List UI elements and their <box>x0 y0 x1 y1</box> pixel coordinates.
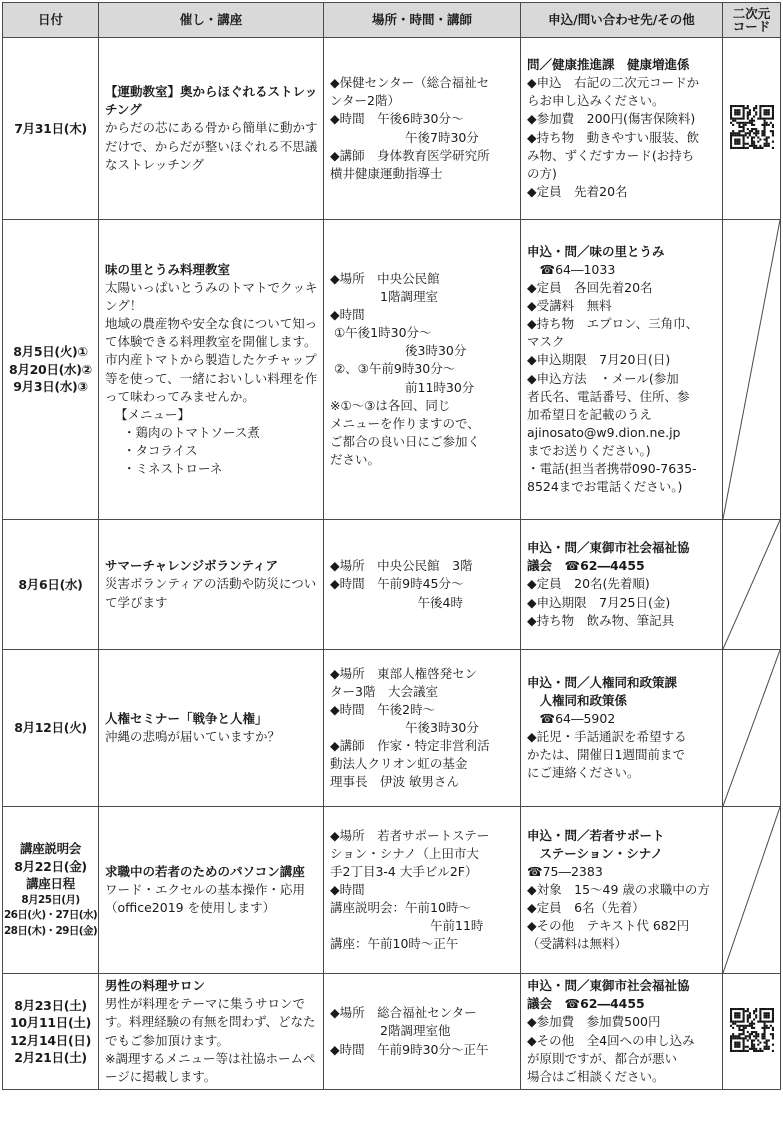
place-line: 動法人クリオン虹の基金 <box>330 756 468 772</box>
contact-line: ◆その他 全4回への申し込み <box>527 1032 695 1048</box>
contact-cell <box>521 38 723 220</box>
event-description: 沖縄の悲鳴が届いていますか？ <box>105 729 281 744</box>
date-line: 8月5日(火)① <box>13 344 88 360</box>
event-title: 男性の料理サロン <box>105 978 206 994</box>
event-cell <box>99 220 324 520</box>
contact-heading: 申込・問／人権同和政策課 <box>527 674 678 690</box>
event-description: 男性が料理をテーマに集うサロンです。料理経験の有無を問わず、どなたでもご参加頂けます。 <box>105 996 316 1048</box>
event-description: 災害ボランティアの活動や防災について学びます <box>105 576 317 610</box>
place-line: 理事長 伊波 敏男さん <box>330 774 459 790</box>
contact-line: ◆定員 20名(先着順) <box>527 576 650 592</box>
qr-cell <box>723 220 781 520</box>
contact-line: かたは、開催日1週間前まで <box>527 747 685 763</box>
date-line: 8月20日(水)② <box>9 361 92 377</box>
place-cell <box>324 520 521 650</box>
place-line: ②、③午前9時30分～ <box>330 361 456 377</box>
date-line: 8月23日(土) <box>14 997 87 1013</box>
contact-line: 議会 ☎62―4455 <box>527 558 645 574</box>
date-cell <box>3 807 99 974</box>
contact-cell <box>521 520 723 650</box>
contact-line: ☎64―1033 <box>527 261 616 277</box>
event-description: ・鶏肉のトマトソース煮 <box>123 424 260 440</box>
contact-line: 人権同和政策係 <box>527 692 628 708</box>
place-line: ション・シナノ（上田市大 <box>330 845 479 861</box>
place-line: 午後3時30分 <box>330 719 479 735</box>
date-line: 8月25日(月) <box>21 893 80 906</box>
contact-line: ◆定員 先着20名 <box>527 183 628 199</box>
place-line: ◆場所 総合福祉センター <box>330 1005 477 1021</box>
date-line: 8月22日(金) <box>14 858 87 874</box>
contact-line: らお申し込みください。 <box>527 93 665 109</box>
header-qr <box>723 3 781 38</box>
header-place: 場所・時間・講師 <box>324 3 521 38</box>
place-line: ◆時間 午前9時45分～ <box>330 576 464 592</box>
event-cell <box>99 650 324 807</box>
qr-code-image <box>730 105 774 149</box>
place-line: 2階調理室他 <box>330 1023 451 1039</box>
place-cell <box>324 220 521 520</box>
qr-cell <box>723 807 781 974</box>
contact-line: ◆持ち物 動きやすい服装、飲 <box>527 129 700 145</box>
place-cell <box>324 38 521 220</box>
contact-line: ☎64―5902 <box>527 710 616 726</box>
place-line: ンター2階） <box>330 93 400 109</box>
contact-heading: 申込・問／東御市社会福祉協 <box>527 540 690 556</box>
table-row <box>3 38 781 220</box>
header-qr-line1: 二次元 <box>732 5 771 21</box>
qr-cell <box>723 38 781 220</box>
event-cell <box>99 520 324 650</box>
date-cell <box>3 974 99 1090</box>
place-line: 前11時30分 <box>330 379 475 395</box>
place-line: ①午後1時30分～ <box>330 325 432 341</box>
date-line: 7月31日(木) <box>14 120 87 136</box>
contact-heading: 問／健康推進課 健康増進係 <box>527 57 690 72</box>
place-line: ◆時間 <box>330 881 365 897</box>
place-line: メニューを作りますので、 <box>330 415 480 431</box>
table-header-row <box>3 3 781 38</box>
contact-line: ◆申込方法 ・メール(参加 <box>527 370 679 386</box>
contact-line: ・電話(担当者携帯090-7635- <box>527 461 697 477</box>
date-line: 9月3日(水)③ <box>13 379 88 395</box>
contact-line: 議会 ☎62―4455 <box>527 996 645 1012</box>
place-line: ◆場所 東部人権啓発セン <box>330 665 478 681</box>
table-row <box>3 807 781 974</box>
contact-line: マスク <box>527 334 565 350</box>
date-cell <box>3 220 99 520</box>
contact-line: ◆その他 テキスト代 682円 <box>527 918 690 934</box>
contact-line: ◆対象 15～49 歳の求職中の方 <box>527 881 710 897</box>
events-table <box>2 2 781 1090</box>
place-line: ◆講師 身体教育医学研究所 <box>330 147 490 163</box>
date-line: 8月6日(水) <box>18 576 83 592</box>
contact-line: 8524までお電話ください。) <box>527 479 683 495</box>
event-title: 味の里とうみ料理教室 <box>105 261 231 277</box>
event-cell <box>99 38 324 220</box>
header-contact: 申込/問い合わせ先/その他 <box>521 3 723 38</box>
contact-line: ◆定員 6名（先着） <box>527 900 645 916</box>
table-row <box>3 650 781 807</box>
contact-line: 者氏名、電話番号、住所、参 <box>527 388 690 404</box>
place-line: ◆時間 午後2時～ <box>330 701 436 717</box>
date-line: 講座日程 <box>26 876 75 892</box>
contact-line: 場合はご相談ください。 <box>527 1068 665 1084</box>
place-line: ◆保健センター（総合福祉セ <box>330 75 490 91</box>
empty-cell-diagonal <box>723 650 780 806</box>
contact-line: ◆持ち物 エプロン、三角巾、 <box>527 316 699 332</box>
contact-line: ◆参加費 参加費500円 <box>527 1014 661 1030</box>
contact-line: ◆持ち物 飲み物、筆記具 <box>527 612 675 628</box>
event-title: 人権セミナー「戦争と人権」 <box>105 710 268 726</box>
place-line: ◆時間 午後6時30分～ <box>330 111 464 127</box>
contact-heading: 申込・問／若者サポート <box>527 827 665 843</box>
event-title: 【運動教室】奥からほぐれるストレッチング <box>105 84 318 118</box>
qr-cell <box>723 520 781 650</box>
event-cell <box>99 807 324 974</box>
qr-cell <box>723 650 781 807</box>
contact-line: までお送りください。) <box>527 443 651 458</box>
place-line: ◆時間 <box>330 307 365 323</box>
empty-cell-diagonal <box>723 807 780 973</box>
contact-line: み物、ずくだすカード(お持ち <box>527 147 695 163</box>
place-line: 1階調理室 <box>330 288 438 304</box>
date-line: 12月14日(日) <box>9 1032 92 1048</box>
contact-line: ステーション・シナノ <box>527 845 663 861</box>
event-description: 【メニュー】 <box>115 406 191 422</box>
place-cell <box>324 807 521 974</box>
contact-cell <box>521 807 723 974</box>
place-cell <box>324 974 521 1090</box>
place-line: 午後7時30分 <box>330 129 479 145</box>
event-description: ※調理するメニュー等は社協ホームページに掲載します。 <box>105 1050 316 1084</box>
event-title: 求職中の若者のためのパソコン講座 <box>105 863 305 879</box>
contact-line: 加希望日を記載のうえ <box>527 406 653 422</box>
table-row <box>3 974 781 1090</box>
place-line: 手2丁目3-4 大手ビル2F） <box>330 863 478 879</box>
place-line: 講座説明会：午前10時～ <box>330 900 471 916</box>
event-title: サマーチャレンジボランティア <box>105 558 279 574</box>
contact-line: ☎75―2383 <box>527 863 603 879</box>
place-line: ◆場所 若者サポートステー <box>330 827 490 843</box>
event-description: ワード・エクセルの基本操作・応用（office2019 を使用します） <box>105 881 306 916</box>
qr-code-image <box>730 1008 774 1052</box>
place-line: ◆講師 作家・特定非営利活 <box>330 738 490 754</box>
date-line: 2月21日(土) <box>14 1050 87 1065</box>
contact-line: にご連絡ください。 <box>527 765 640 781</box>
contact-line: ◆申込期限 7月20日(日) <box>527 352 671 368</box>
place-line: 横井健康運動指導士 <box>330 165 443 181</box>
empty-cell-diagonal <box>723 220 780 519</box>
place-line: 後3時30分 <box>330 343 467 359</box>
date-line: 28日(木)・29日(金) <box>3 925 98 938</box>
event-cell <box>99 974 324 1090</box>
header-qr-line2: コード <box>732 19 771 34</box>
place-line: ター3階 大会議室 <box>330 683 438 699</box>
table-row <box>3 220 781 520</box>
place-line: 午後4時 <box>330 594 463 610</box>
place-line: ◆場所 中央公民館 <box>330 270 440 286</box>
qr-cell <box>723 974 781 1090</box>
contact-line: ◆参加費 200円(傷害保険料) <box>527 111 696 127</box>
contact-heading: 申込・問／味の里とうみ <box>527 243 665 259</box>
date-line: 8月12日(火) <box>14 720 87 736</box>
contact-line: ◆受講料 無料 <box>527 298 612 313</box>
date-line: 10月11日(土) <box>9 1015 92 1030</box>
event-description: ・タコライス <box>123 443 198 458</box>
place-line: ◆場所 中央公民館 3階 <box>330 558 473 574</box>
event-description: 太陽いっぱいとうみのトマトでクッキング！ <box>105 279 318 313</box>
contact-line: ◆申込 右記の二次元コードか <box>527 75 700 91</box>
date-cell <box>3 520 99 650</box>
place-line: ※①～③は各回、同じ <box>330 397 451 413</box>
place-line: ご都合の良い日にご参加く <box>330 433 481 449</box>
header-event: 催し・講座 <box>99 3 324 38</box>
contact-cell <box>521 974 723 1090</box>
place-line: 講座：午前10時～正午 <box>330 936 459 952</box>
contact-line: が原則ですが、都合が悪い <box>527 1050 678 1066</box>
date-cell <box>3 650 99 807</box>
contact-line: ◆申込期限 7月25日(金) <box>527 594 671 610</box>
contact-line: ◆託児・手話通訳を希望する <box>527 729 687 744</box>
contact-cell <box>521 220 723 520</box>
event-description: 地域の農産物や安全な食について知って体験できる料理教室を開催します。市内産トマトから製造したケチャップ等を使って、一緒においしい料理を作って味わってみませんか。 <box>105 316 318 404</box>
contact-heading: 申込・問／東御市社会福祉協 <box>527 978 690 994</box>
place-line: ◆時間 午前9時30分～正午 <box>330 1041 489 1057</box>
contact-line: ajinosato@w9.dion.ne.jp <box>527 424 681 440</box>
date-cell <box>3 38 99 220</box>
empty-cell-diagonal <box>723 520 780 649</box>
contact-line: ◆定員 各回先着20名 <box>527 279 653 295</box>
place-line: 午前11時 <box>330 918 484 934</box>
date-line: 26日(火)・27日(水) <box>3 909 98 922</box>
table-row <box>3 520 781 650</box>
date-line: 講座説明会 <box>19 841 81 857</box>
event-description: ・ミネストローネ <box>123 461 223 477</box>
header-date: 日付 <box>3 3 99 38</box>
contact-line: （受講料は無料） <box>527 936 628 952</box>
place-cell <box>324 650 521 807</box>
contact-line: の方) <box>527 165 557 181</box>
event-description: からだの芯にある骨から簡単に動かすだけで、からだが整いほぐれる不思議なストレッチング <box>105 120 318 172</box>
place-line: ださい。 <box>330 452 381 468</box>
contact-cell <box>521 650 723 807</box>
